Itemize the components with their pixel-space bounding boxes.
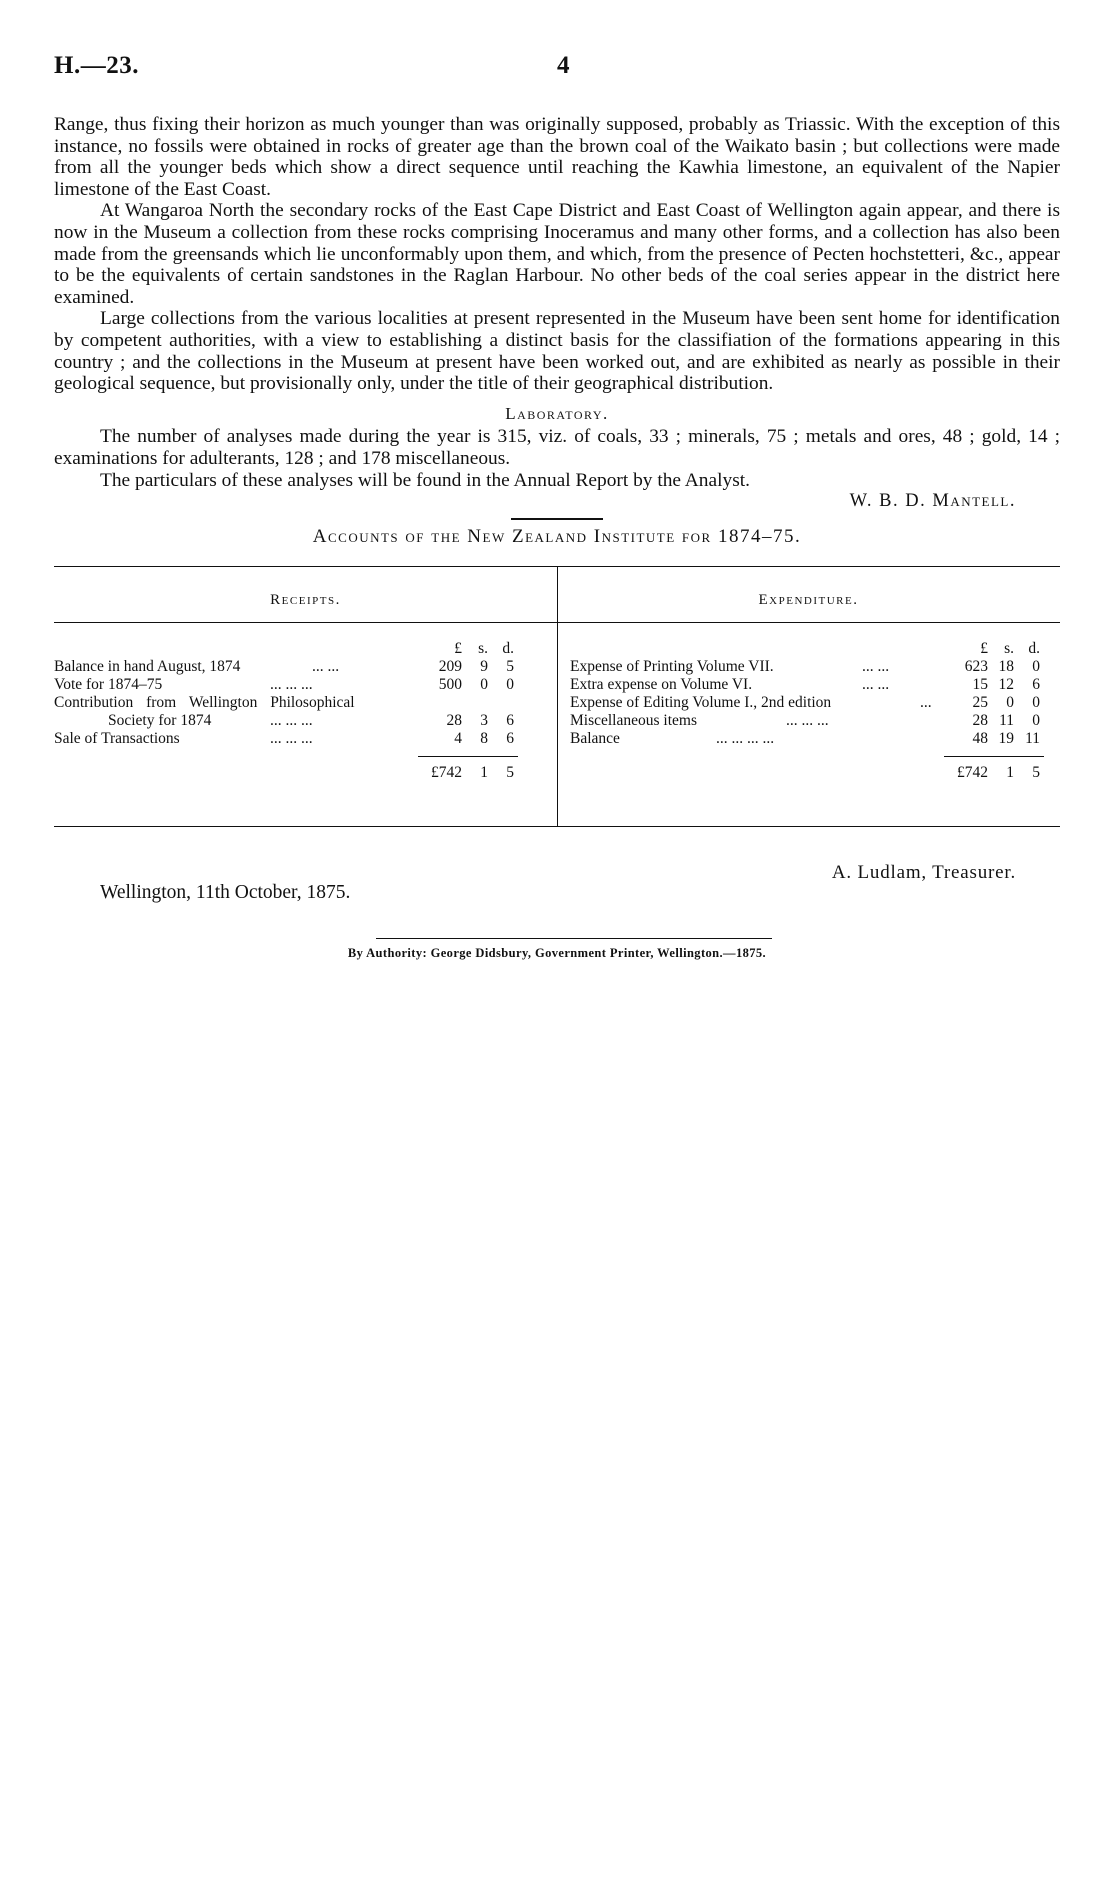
divider [376, 938, 772, 939]
shillings-value: 0 [480, 675, 488, 693]
currency-header-row [54, 640, 554, 658]
pence-total: 5 [1032, 763, 1040, 781]
pounds-value: 28 [972, 711, 988, 729]
paragraph: The number of analyses made during the year is 315, viz. of coals, 33 ; minerals, 75 ; metals and ores, 48 ; gold, 14 ; examinations for adulterants, 128 ; and 178 miscellaneous. [54, 426, 1060, 469]
table-header-rule [54, 622, 1060, 623]
shillings-header: s. [1004, 639, 1014, 657]
row-description: Society for 1874 [108, 711, 212, 729]
pence-value: 6 [506, 729, 514, 747]
pounds-value: 48 [972, 729, 988, 747]
leader-dots: ... ... ... [786, 711, 829, 729]
leader-dots: ... ... ... [270, 711, 313, 729]
leader-dots: ... [920, 693, 932, 711]
receipts-column [54, 640, 554, 782]
document-code: H.—23. [54, 52, 139, 79]
leader-dots: ... ... ... ... [716, 729, 775, 747]
table-row [570, 694, 1060, 712]
table-row [54, 676, 554, 694]
expenditure-heading: Expenditure. [758, 591, 859, 608]
accounts-table [54, 562, 1060, 862]
pounds-header: £ [454, 639, 462, 657]
pounds-header: £ [980, 639, 988, 657]
leader-dots: ... ... ... [270, 729, 313, 747]
table-bottom-rule [54, 826, 1060, 827]
pence-total: 5 [506, 763, 514, 781]
shillings-value: 12 [998, 675, 1014, 693]
place-date: Wellington, 11th October, 1875. [100, 881, 351, 903]
table-row [54, 658, 554, 676]
paragraph: Range, thus fixing their horizon as much younger than was originally supposed, probably as Triassic. With the exception of this instance, no fossils were obtained in rocks of greater age than the brown coal of the Waikato basin ; but collections were made from all the younger beds which show a direct sequence until reaching the Kawhia limestone, an equivalent of the Napier limestone of the East Coast. [54, 114, 1060, 200]
receipts-heading: Receipts. [270, 591, 341, 608]
table-row [54, 694, 554, 712]
row-description: Expense of Printing Volume VII. [570, 657, 774, 675]
page-header [54, 52, 1060, 92]
paragraph: At Wangaroa North the secondary rocks of the East Cape District and East Coast of Wellington again appear, and there is now in the Museum a collection from these rocks comprising Inoceramus and many other forms, and a collection has also been made from the greensands which lie unconformably upon them, and which, from the presence of Pecten hochstetteri, &c., appear to be the equivalents of certain sandstones in the Raglan Harbour. No other beds of the coal series appear in the district here examined. [54, 200, 1060, 308]
pence-value: 0 [1032, 693, 1040, 711]
shillings-value: 8 [480, 729, 488, 747]
pounds-value: 209 [438, 657, 462, 675]
page-number: 4 [557, 52, 570, 79]
shillings-value: 3 [480, 711, 488, 729]
total-row [570, 764, 1060, 782]
shillings-value: 0 [1006, 693, 1014, 711]
paragraph: The particulars of these analyses will be found in the Annual Report by the Analyst. [100, 469, 750, 491]
shillings-value: 11 [999, 711, 1014, 729]
leader-dots: ... ... [862, 657, 890, 675]
total-rule [944, 756, 1044, 757]
pence-value: 11 [1025, 729, 1040, 747]
pounds-value: 623 [964, 657, 988, 675]
shillings-value: 9 [480, 657, 488, 675]
pence-header: d. [1028, 639, 1040, 657]
table-row [54, 730, 554, 748]
row-description: Extra expense on Volume VI. [570, 675, 753, 693]
shillings-total: 1 [1006, 763, 1014, 781]
pounds-total: £742 [957, 763, 988, 781]
pounds-value: 4 [454, 729, 462, 747]
pounds-value: 25 [972, 693, 988, 711]
analyst-signature: W. B. D. Mantell. [849, 491, 1016, 512]
accounts-title: Accounts of the New Zealand Institute for 1874–75. [312, 525, 802, 547]
total-rule [418, 756, 518, 757]
document-page [54, 52, 1060, 960]
expenditure-column [570, 640, 1060, 782]
treasurer-signature: A. Ludlam, Treasurer. [831, 861, 1016, 883]
table-row [570, 676, 1060, 694]
leader-dots: ... ... [312, 657, 340, 675]
pence-value: 5 [506, 657, 514, 675]
leader-dots: ... ... ... [270, 675, 313, 693]
pence-value: 6 [1032, 675, 1040, 693]
row-description: Expense of Editing Volume I., 2nd edition [570, 693, 832, 711]
total-row [54, 764, 554, 782]
shillings-header: s. [478, 639, 488, 657]
pence-header: d. [502, 639, 514, 657]
pounds-value: 15 [972, 675, 988, 693]
pounds-total: £742 [431, 763, 462, 781]
printer-authority: By Authority: George Didsbury, Government Printer, Wellington.—1875. [347, 945, 767, 960]
row-description: Balance [570, 729, 620, 747]
row-description: Contribution from Wellington Philosophical [54, 693, 355, 711]
shillings-value: 19 [998, 729, 1014, 747]
body-text [54, 114, 1060, 513]
row-description: Vote for 1874–75 [54, 675, 163, 693]
pence-value: 0 [506, 675, 514, 693]
page-footer [54, 861, 1060, 960]
table-row [54, 712, 554, 730]
table-row [570, 712, 1060, 730]
table-row [570, 658, 1060, 676]
pounds-value: 28 [446, 711, 462, 729]
pence-value: 6 [506, 711, 514, 729]
row-description: Sale of Transactions [54, 729, 180, 747]
row-description: Miscellaneous items [570, 711, 697, 729]
laboratory-heading: Laboratory. [505, 403, 609, 423]
paragraph: Large collections from the various localities at present represented in the Museum have been sent home for identification by competent authorities, with a view to establishing a distinct basis for the classifiation of the formations appearing in this country ; and the collections in the Museum at present have been worked out, and are exhibited as nearly as possible in their geological sequence, but provisionally only, under the title of their geographical distribution. [54, 308, 1060, 395]
pence-value: 0 [1032, 657, 1040, 675]
currency-header-row [570, 640, 1060, 658]
shillings-value: 18 [998, 657, 1014, 675]
leader-dots: ... ... [862, 675, 890, 693]
pence-value: 0 [1032, 711, 1040, 729]
table-row [570, 730, 1060, 748]
row-description: Balance in hand August, 1874 [54, 657, 241, 675]
divider [511, 518, 603, 520]
pounds-value: 500 [438, 675, 462, 693]
shillings-total: 1 [480, 763, 488, 781]
